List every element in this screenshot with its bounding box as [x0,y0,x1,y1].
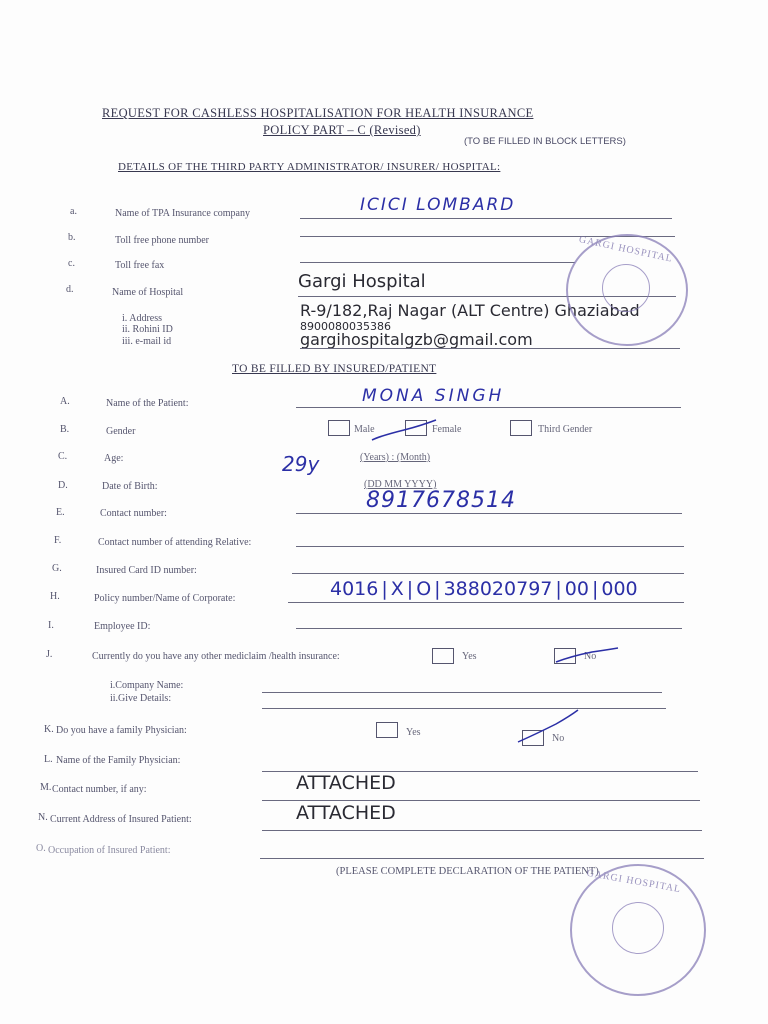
contact-if-any-line [262,800,700,801]
other-insurance-no-label: No [584,651,597,662]
row-O-letter: O. [36,843,46,854]
company-name-label: i.Company Name: [110,680,184,691]
family-physician-label: Do you have a family Physician: [56,725,187,736]
declaration-note: (PLEASE COMPLETE DECLARATION OF THE PATIENT) [336,866,599,877]
row-C-letter: C. [58,451,68,462]
row-B-letter: B. [60,424,70,435]
email-line [300,348,680,349]
hospital-name-value[interactable]: Gargi Hospital [298,271,426,292]
gender-male-checkbox[interactable] [328,420,350,436]
contact-number-label: Contact number: [100,508,167,519]
dob-label: Date of Birth: [102,481,158,492]
address-label: i. Address [122,313,162,324]
employee-id-label: Employee ID: [94,621,151,632]
relative-contact-label: Contact number of attending Relative: [98,537,252,548]
policy-number-line [288,602,684,603]
row-J-letter: J. [46,649,53,660]
patient-address-value[interactable]: ATTACHED [296,802,396,824]
row-M-letter: M. [40,782,52,793]
row-a-letter: a. [70,206,77,217]
policy-part-2: X [390,578,404,600]
relative-contact-line [296,546,684,547]
patient-address-line [262,830,702,831]
contact-if-any-label: Contact number, if any: [52,784,147,795]
physician-name-label: Name of the Family Physician: [56,755,181,766]
row-H-letter: H. [50,591,60,602]
address-value[interactable]: R-9/182,Raj Nagar (ALT Centre) Ghaziabad [300,301,640,320]
tpa-name-label: Name of TPA Insurance company [115,208,250,219]
row-N-letter: N. [38,812,48,823]
row-d-letter: d. [66,284,74,295]
row-G-letter: G. [52,563,62,574]
family-physician-yes-checkbox[interactable] [376,722,398,738]
contact-if-any-value[interactable]: ATTACHED [296,772,396,794]
dob-format-label: (DD MM YYYY) [364,479,437,490]
gender-third-label: Third Gender [538,424,593,435]
gender-label: Gender [106,426,136,437]
policy-divider: | [381,578,388,600]
hospital-stamp-bottom-inner-ring [612,902,664,954]
toll-free-phone-label: Toll free phone number [115,235,209,246]
family-physician-no-tick-mark [516,706,582,746]
family-physician-yes-label: Yes [406,727,421,738]
other-insurance-yes-checkbox[interactable] [432,648,454,664]
policy-part-5: 00 [564,578,589,600]
give-details-label: ii.Give Details: [110,693,172,704]
hospital-stamp-bottom-text: GARGI HOSPITAL [585,867,682,896]
row-E-letter: E. [56,507,65,518]
contact-number-line [296,513,682,514]
family-physician-no-label: No [552,733,565,744]
give-details-line [262,708,666,709]
section2-title: TO BE FILLED BY INSURED/PATIENT [232,363,437,375]
age-value[interactable]: 29y [282,452,320,476]
employee-id-line [296,628,682,629]
gender-third-checkbox[interactable] [510,420,532,436]
patient-name-label: Name of the Patient: [106,398,189,409]
form-title-line1: REQUEST FOR CASHLESS HOSPITALISATION FOR HEALTH INSURANCE [102,106,534,120]
gender-tick-mark [370,416,440,446]
age-units-label: (Years) : (Month) [360,452,431,463]
occupation-label: Occupation of Insured Patient: [48,845,171,856]
tpa-name-value[interactable]: ICICI LOMBARD [360,195,516,215]
hospital-stamp-top-text: GARGI HOSPITAL [577,234,674,265]
row-c-letter: c. [68,258,75,269]
hospital-stamp-bottom [570,864,706,996]
policy-part-6: 000 [601,578,638,600]
other-insurance-yes-label: Yes [462,651,477,662]
other-insurance-label: Currently do you have any other mediclaim /health insurance: [92,651,340,662]
policy-divider: | [555,578,562,600]
row-A-letter: A. [60,396,70,407]
patient-name-line [296,407,681,408]
rohini-value[interactable]: 8900080035386 [300,320,391,333]
age-label: Age: [104,453,124,464]
row-b-letter: b. [68,232,76,243]
policy-number-value[interactable] [330,578,638,600]
patient-name-value[interactable]: MONA SINGH [362,386,505,406]
other-insurance-no-tick-mark [552,642,622,668]
email-value[interactable]: gargihospitalgzb@gmail.com [300,330,533,349]
form-title-line2: POLICY PART – C (Revised) [263,123,421,137]
gender-male-label: Male [354,424,375,435]
gender-female-label: Female [432,424,462,435]
tpa-name-line [300,218,672,219]
contact-number-value[interactable]: 8917678514 [366,488,516,513]
policy-part-3: O [416,578,432,600]
policy-part-4: 388020797 [443,578,553,600]
email-label: iii. e-mail id [122,336,172,347]
section1-title: DETAILS OF THE THIRD PARTY ADMINISTRATOR/ INSURER/ HOSPITAL: [118,161,501,173]
row-K-letter: K. [44,724,54,735]
insured-card-id-line [292,573,684,574]
row-F-letter: F. [54,535,62,546]
policy-divider: | [591,578,599,600]
rohini-label: ii. Rohini ID [122,324,173,335]
insured-card-id-label: Insured Card ID number: [96,565,197,576]
row-L-letter: L. [44,754,53,765]
toll-free-fax-line [300,262,575,263]
occupation-line [260,858,704,859]
patient-address-label: Current Address of Insured Patient: [50,814,192,825]
policy-divider: | [406,578,414,600]
block-letters-note: (TO BE FILLED IN BLOCK LETTERS) [464,136,626,147]
company-name-line [262,692,662,693]
policy-part-1: 4016 [330,578,379,600]
hospital-name-label: Name of Hospital [112,287,184,298]
hospital-stamp-top-inner-ring [602,264,650,312]
policy-number-label: Policy number/Name of Corporate: [94,593,236,604]
row-D-letter: D. [58,480,68,491]
policy-divider: | [434,578,441,600]
hospital-stamp-top [566,234,688,346]
row-I-letter: I. [48,620,54,631]
toll-free-fax-label: Toll free fax [115,260,165,271]
